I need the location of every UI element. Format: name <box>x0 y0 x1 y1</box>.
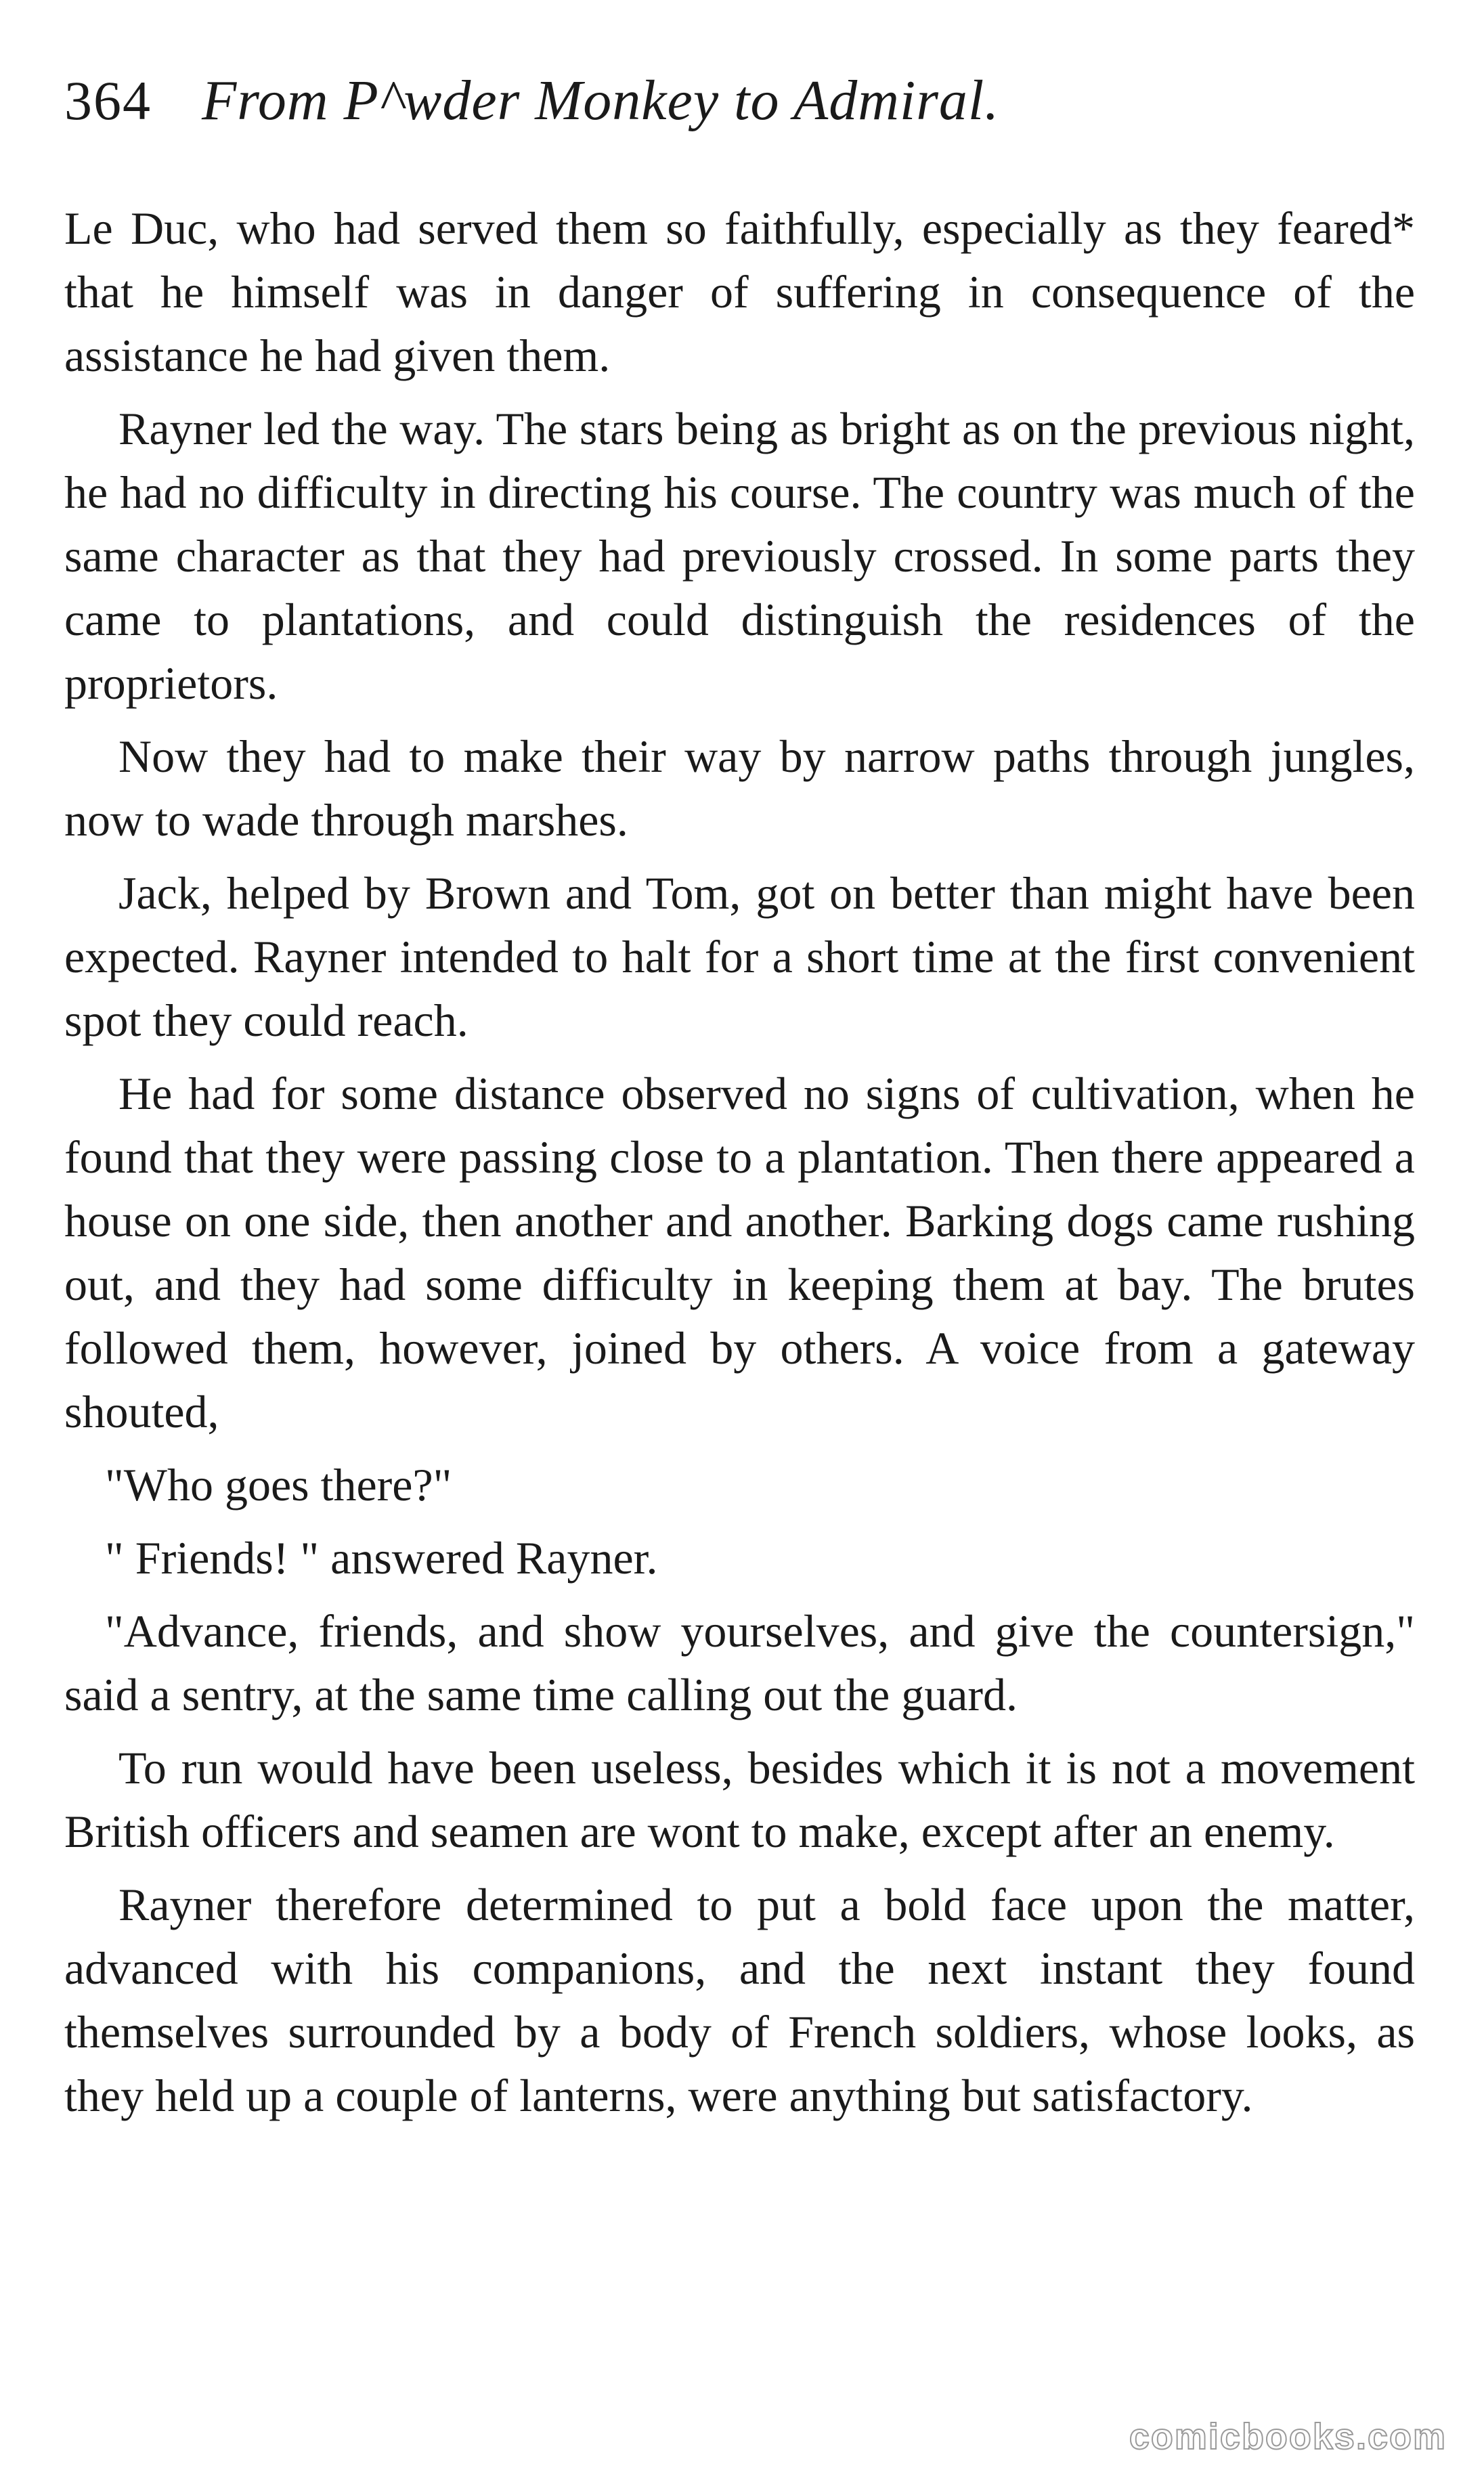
watermark-logo: comicbooks.com <box>1129 2416 1447 2457</box>
paragraph-rayner-led: Rayner led the way. The stars being as bright as on the previous night, he had no difficulty in directing his course. The country was much of the same character as that they had previously crossed. In some parts they came to plantations, and could distinguish the residences of the proprietors. <box>64 403 1415 709</box>
paragraph-jack-helped: Jack, helped by Brown and Tom, got on better than might have been expected. Rayner intended to halt for a short time at the first convenient spot they could reach. <box>64 867 1415 1046</box>
dialogue-advance: "Advance, friends, and show yourselves, and give the countersign," said a sentry, at the same time calling out the guard. <box>64 1605 1415 1720</box>
paragraph-to-run: To run would have been useless, besides which it is not a movement British officers and seamen are wont to make, except after an enemy. <box>64 1742 1415 1857</box>
paragraph-continuation: Le Duc, who had served them so faithfully, especially as they feared* that he himself was in danger of suffering in consequence of the assistance he had given them. <box>64 202 1415 381</box>
paragraph-rayner-therefore: Rayner therefore determined to put a bold face upon the matter, advanced with his companions, and the next instant they found themselves surrounded by a body of French soldiers, whose looks, as they held up a couple of lanterns, were anything but satisfactory. <box>64 1879 1415 2121</box>
dialogue-who-goes: "Who goes there?" <box>105 1459 452 1510</box>
running-title: From P^wder Monkey to Admiral. <box>202 69 1000 132</box>
page-number: 364 <box>64 70 152 131</box>
paragraph-plantation: He had for some distance observed no signs of cultivation, when he found that they were passing close to a plantation. Then there appeared a house on one side, then another and another. Barking dogs came rushing out, and they had some difficulty in keeping them at bay. The brutes followed them, however, joined by others. A voice from a gateway shouted, <box>64 1068 1415 1437</box>
running-head <box>64 68 1418 142</box>
body-text <box>64 196 1415 2137</box>
paragraph-jungles: Now they had to make their way by narrow paths through jungles, now to wade through marshes. <box>64 731 1415 846</box>
dialogue-friends: " Friends! " answered Rayner. <box>105 1532 658 1584</box>
